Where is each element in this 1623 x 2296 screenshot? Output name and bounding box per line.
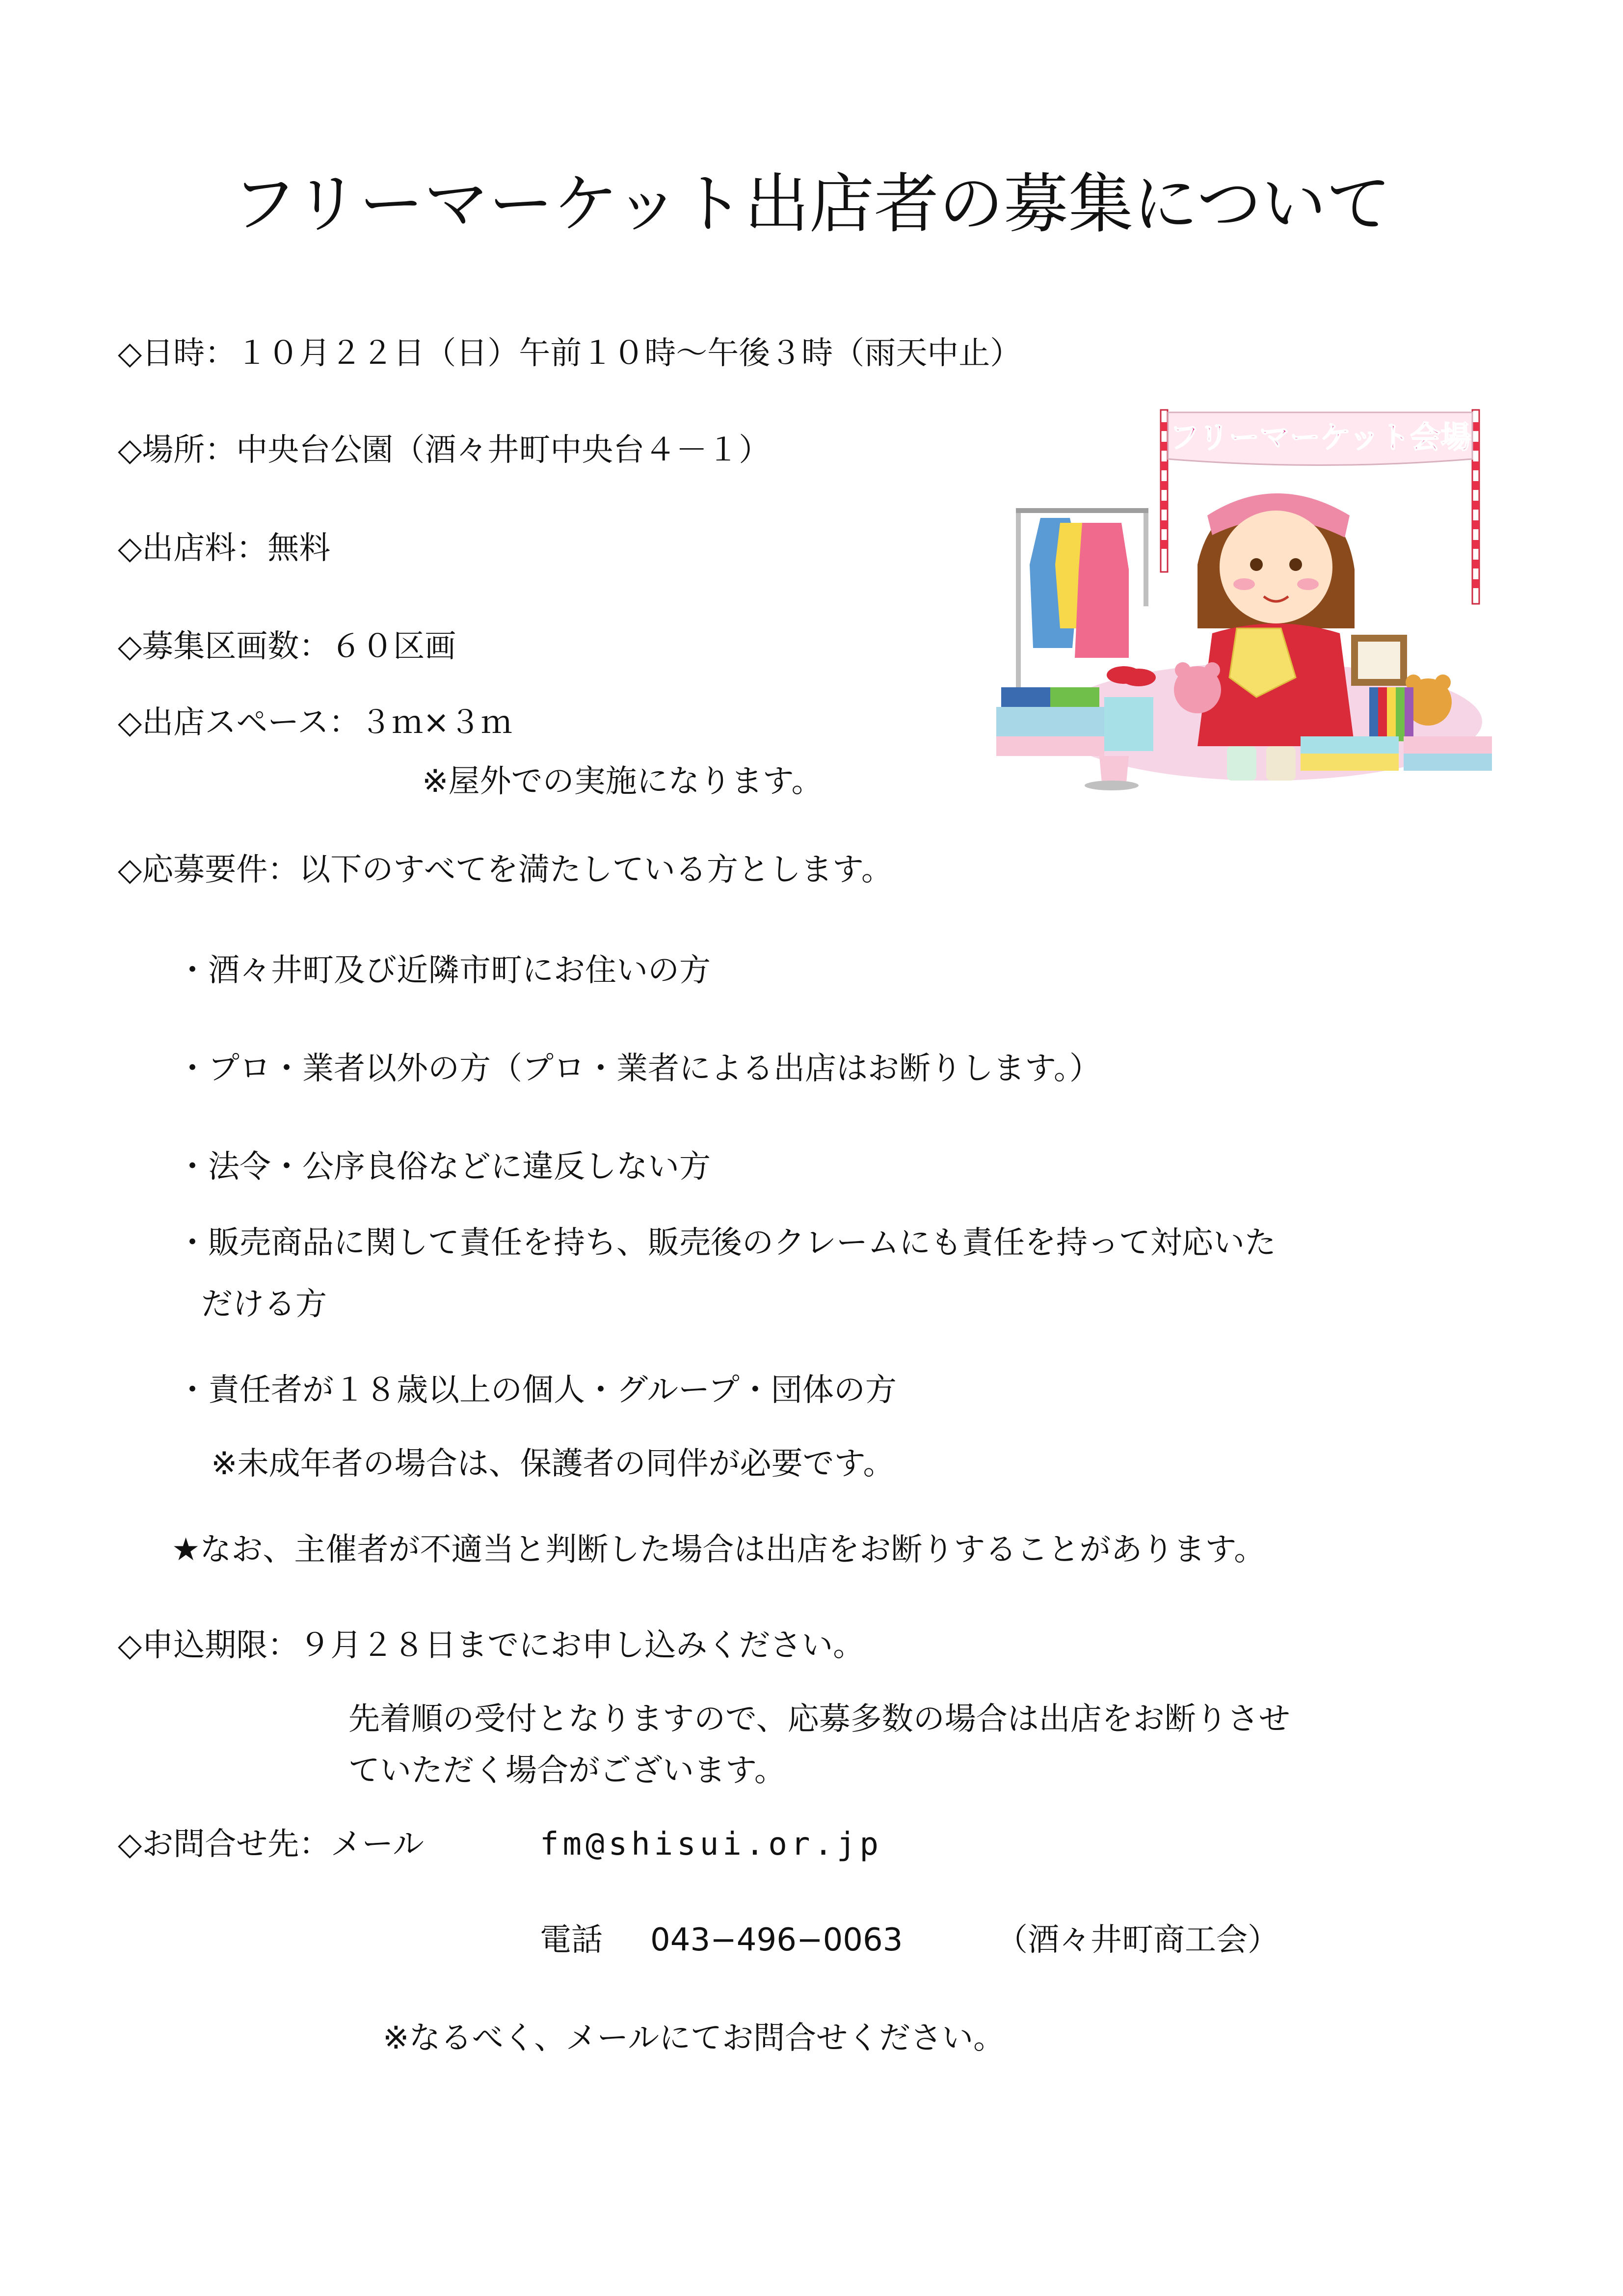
requirement-item: ・法令・公序良俗などに違反しない方 (177, 1149, 711, 1185)
boxes (996, 687, 1153, 756)
requirement-note: ※未成年者の場合は、保護者の同伴が必要です。 (211, 1446, 895, 1482)
contact-label: ◇お問合せ先：メール (118, 1826, 424, 1863)
space-note: ※屋外での実施になります。 (422, 763, 823, 800)
datetime-line: ◇日時：１０月２２日（日）午前１０時〜午後３時（雨天中止） (118, 335, 1022, 372)
requirements-heading: ◇応募要件：以下のすべてを満たしている方とします。 (118, 852, 893, 888)
banner-text: フリーマーケット会場 (1169, 419, 1471, 455)
phone-organization: （酒々井町商工会） (996, 1922, 1279, 1958)
phone-label: 電話 (540, 1922, 603, 1958)
slots-line: ◇募集区画数：６０区画 (118, 628, 456, 665)
contact-email: fm@shisui.or.jp (540, 1826, 882, 1863)
vendor-figure (1197, 493, 1355, 746)
books (1369, 687, 1413, 741)
requirement-item: ・責任者が１８歳以上の個人・グループ・団体の方 (177, 1372, 897, 1408)
refusal-notice: ★なお、主催者が不適当と判断した場合は出店をお断りすることがあります。 (172, 1532, 1266, 1568)
deadline-line: ◇申込期限：９月２８日までにお申し込みください。 (118, 1627, 865, 1664)
contact-note: ※なるべく、メールにてお問合せください。 (383, 2020, 1005, 2056)
place-line: ◇場所：中央台公園（酒々井町中央台４－１） (118, 432, 771, 468)
picture-frame (1355, 638, 1404, 682)
phone-number: 043−496−0063 (650, 1922, 903, 1958)
fee-line: ◇出店料：無料 (118, 530, 331, 567)
banner (1168, 412, 1472, 465)
requirement-item: ・販売商品に関して責任を持ち、販売後のクレームにも責任を持って対応いた (177, 1225, 1276, 1261)
requirement-item-continued: だける方 (201, 1286, 327, 1323)
folded-towels (1301, 736, 1492, 771)
requirement-item: ・プロ・業者以外の方（プロ・業者による出店はお断りします。） (177, 1051, 1101, 1087)
page-title: フリーマーケット出店者の募集について (232, 166, 1391, 242)
deadline-note-1: 先着順の受付となりますので、応募多数の場合は出店をお断りさせ (348, 1701, 1290, 1737)
deadline-note-2: ていただく場合がございます。 (348, 1753, 786, 1789)
requirement-item: ・酒々井町及び近隣市町にお住いの方 (177, 952, 711, 989)
space-line: ◇出店スペース：３ｍ×３ｍ (118, 704, 512, 741)
flea-market-illustration (982, 403, 1497, 805)
